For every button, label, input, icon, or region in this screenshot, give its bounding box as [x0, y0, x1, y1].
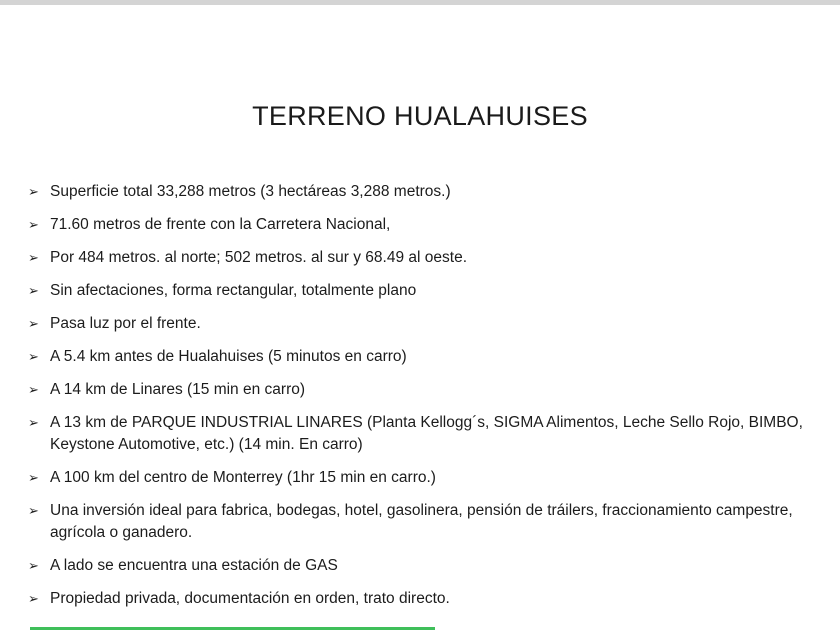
bullet-item	[28, 588, 828, 610]
arrowhead-bullet-icon: ➢	[28, 283, 39, 298]
bullet-item	[28, 555, 828, 577]
arrowhead-bullet-icon: ➢	[28, 217, 39, 232]
bullet-item	[28, 247, 828, 269]
bullet-text: A 100 km del centro de Monterrey (1hr 15 min en carro.)	[50, 469, 436, 486]
bullet-text: Sin afectaciones, forma rectangular, totalmente plano	[50, 282, 417, 299]
arrowhead-bullet-icon: ➢	[28, 382, 39, 397]
bullet-list	[28, 181, 828, 621]
bullet-text: A 13 km de PARQUE INDUSTRIAL LINARES (Planta Kellogg´s, SIGMA Alimentos, Leche Sello Rojo, BIMBO, Keystone Automotive, etc.) (14 min. En carro)	[50, 414, 803, 453]
bullet-item	[28, 412, 828, 456]
bullet-text: Superficie total 33,288 metros (3 hectáreas 3,288 metros.)	[50, 183, 451, 200]
bullet-item	[28, 379, 828, 401]
bullet-item	[28, 346, 828, 368]
bullet-text: A lado se encuentra una estación de GAS	[50, 557, 338, 574]
bullet-text: Propiedad privada, documentación en orden, trato directo.	[50, 590, 450, 607]
arrowhead-bullet-icon: ➢	[28, 349, 39, 364]
bullet-item	[28, 467, 828, 489]
arrowhead-bullet-icon: ➢	[28, 470, 39, 485]
bullet-item	[28, 181, 828, 203]
arrowhead-bullet-icon: ➢	[28, 591, 39, 606]
bullet-text: Pasa luz por el frente.	[50, 315, 201, 332]
bullet-text: Una inversión ideal para fabrica, bodegas, hotel, gasolinera, pensión de tráilers, fraccionamiento campestre, agrícola o ganadero.	[50, 502, 793, 541]
arrowhead-bullet-icon: ➢	[28, 558, 39, 573]
bullet-text: A 5.4 km antes de Hualahuises (5 minutos en carro)	[50, 348, 407, 365]
arrowhead-bullet-icon: ➢	[28, 415, 39, 430]
arrowhead-bullet-icon: ➢	[28, 250, 39, 265]
bullet-text: 71.60 metros de frente con la Carretera Nacional,	[50, 216, 391, 233]
arrowhead-bullet-icon: ➢	[28, 184, 39, 199]
bullet-item	[28, 280, 828, 302]
bullet-item	[28, 500, 828, 544]
bullet-text: Por 484 metros. al norte; 502 metros. al sur y 68.49 al oeste.	[50, 249, 467, 266]
bullet-text: A 14 km de Linares (15 min en carro)	[50, 381, 306, 398]
bullet-item	[28, 214, 828, 236]
document-page	[0, 5, 840, 630]
arrowhead-bullet-icon: ➢	[28, 316, 39, 331]
bullet-item	[28, 313, 828, 335]
arrowhead-bullet-icon: ➢	[28, 503, 39, 518]
document-title: TERRENO HUALAHUISES	[252, 101, 588, 131]
